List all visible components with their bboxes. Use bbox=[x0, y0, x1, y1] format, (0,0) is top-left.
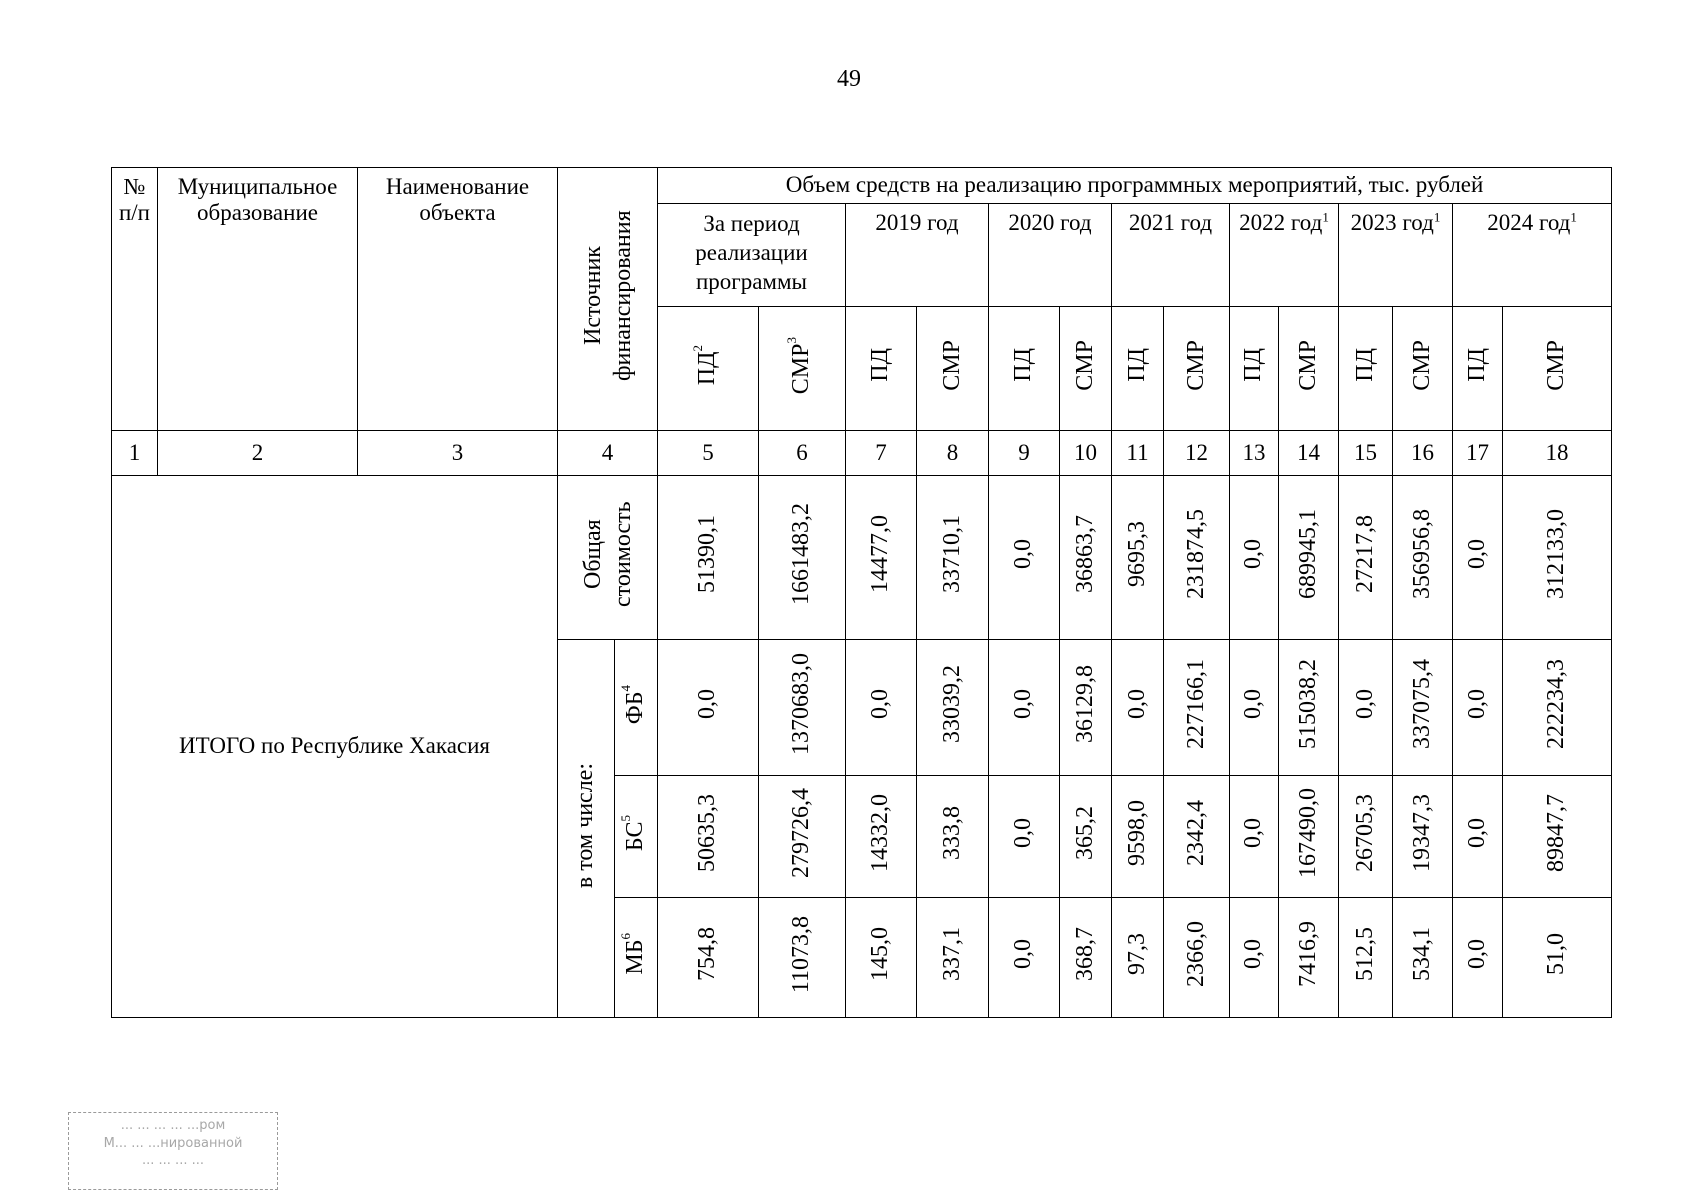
source-cell bbox=[558, 476, 658, 640]
value-text: 19347,3 bbox=[1408, 794, 1435, 873]
column-number-text: 3 bbox=[451, 439, 464, 465]
period-header bbox=[1230, 204, 1339, 307]
column-number-text: 17 bbox=[1466, 439, 1489, 465]
stamp bbox=[68, 1112, 278, 1190]
column-number bbox=[989, 431, 1060, 476]
column-number bbox=[1393, 431, 1453, 476]
source-cell bbox=[615, 898, 658, 1018]
column-number-text: 15 bbox=[1354, 439, 1377, 465]
value-text: 0,0 bbox=[1463, 939, 1490, 970]
sub-header-text: ПД bbox=[1463, 348, 1490, 383]
value-text: 365,2 bbox=[1071, 806, 1098, 861]
sub-header-text: СМР bbox=[1408, 339, 1435, 391]
value-cell bbox=[658, 898, 759, 1018]
source-label-sup: 6 bbox=[618, 933, 634, 940]
sub-header-text: СМР bbox=[788, 343, 815, 394]
value-cell bbox=[1112, 476, 1164, 640]
value-text: 167490,0 bbox=[1294, 788, 1321, 879]
value-cell bbox=[1503, 898, 1612, 1018]
column-number bbox=[1279, 431, 1339, 476]
sub-header-text: ПД bbox=[867, 348, 894, 383]
value-cell bbox=[1164, 898, 1230, 1018]
period-sup: 1 bbox=[1322, 209, 1329, 225]
value-text: 33710,1 bbox=[938, 515, 965, 594]
value-text: 689945,1 bbox=[1294, 509, 1321, 600]
value-text: 337075,4 bbox=[1408, 659, 1435, 750]
header-number bbox=[112, 168, 158, 431]
source-cell bbox=[615, 776, 658, 898]
value-cell bbox=[1060, 640, 1112, 776]
source-label-text: ФБ bbox=[622, 691, 649, 724]
value-cell bbox=[1060, 776, 1112, 898]
column-number bbox=[1339, 431, 1393, 476]
sub-header-label bbox=[1409, 340, 1437, 391]
value-text: 0,0 bbox=[1010, 689, 1037, 720]
header-source-text: Источник финансирования bbox=[579, 210, 636, 382]
stamp-line: М... ... ...нированной bbox=[103, 1135, 243, 1151]
including-label: в том числе: bbox=[572, 762, 599, 888]
value-cell bbox=[1230, 476, 1279, 640]
column-number bbox=[1164, 431, 1230, 476]
column-number bbox=[846, 431, 917, 476]
value-cell bbox=[759, 640, 846, 776]
sub-header-label bbox=[1010, 348, 1038, 382]
value-text: 0,0 bbox=[1010, 939, 1037, 970]
value-cell bbox=[1453, 898, 1503, 1018]
value-cell bbox=[989, 476, 1060, 640]
period-sup: 1 bbox=[1433, 209, 1441, 225]
value-text: 2342,4 bbox=[1182, 800, 1209, 867]
value-cell bbox=[1230, 776, 1279, 898]
value-cell bbox=[1230, 898, 1279, 1018]
sub-header-smr bbox=[917, 307, 989, 431]
value-text: 50635,3 bbox=[694, 794, 721, 873]
value-cell bbox=[1112, 898, 1164, 1018]
column-number bbox=[1230, 431, 1279, 476]
sub-header-text: ПД bbox=[1240, 348, 1267, 383]
value-cell bbox=[846, 898, 917, 1018]
value-text: 11073,8 bbox=[788, 915, 815, 993]
column-number-text: 18 bbox=[1545, 439, 1569, 465]
sub-header-smr bbox=[1503, 307, 1612, 431]
sub-header-label bbox=[1543, 340, 1571, 391]
column-number-text: 9 bbox=[1018, 439, 1030, 465]
value-text: 0,0 bbox=[1463, 539, 1490, 570]
sub-header-label bbox=[1072, 340, 1100, 391]
value-text: 227166,1 bbox=[1182, 659, 1209, 750]
value-cell bbox=[1393, 640, 1453, 776]
column-number-text: 2 bbox=[251, 439, 264, 465]
value-text: 0,0 bbox=[1463, 689, 1490, 720]
source-label: Общая стоимость bbox=[579, 501, 636, 608]
period-header bbox=[989, 204, 1112, 307]
value-text: 7416,9 bbox=[1294, 921, 1321, 988]
value-text: 26705,3 bbox=[1351, 794, 1378, 873]
sub-header-pd bbox=[1339, 307, 1393, 431]
value-cell bbox=[989, 898, 1060, 1018]
period-header bbox=[1339, 204, 1453, 307]
financing-table bbox=[111, 167, 1612, 1018]
sub-header-sup: 3 bbox=[784, 336, 800, 344]
value-text: 337,1 bbox=[938, 927, 965, 982]
period-header bbox=[1453, 204, 1612, 307]
column-number-text: 5 bbox=[702, 439, 714, 465]
value-text: 27217,8 bbox=[1351, 515, 1378, 594]
period-label: 2024 год bbox=[1487, 210, 1571, 235]
value-text: 51390,1 bbox=[694, 515, 721, 594]
column-number-text: 14 bbox=[1297, 439, 1320, 465]
value-text: 0,0 bbox=[1010, 818, 1037, 849]
value-cell bbox=[917, 640, 989, 776]
column-number bbox=[917, 431, 989, 476]
period-label: 2021 год bbox=[1128, 210, 1213, 235]
page-number: 49 bbox=[837, 66, 861, 92]
column-number-text: 1 bbox=[128, 439, 141, 465]
header-volume bbox=[658, 168, 1612, 204]
stamp-line: ... ... ... ... bbox=[142, 1153, 204, 1169]
value-text: 754,8 bbox=[694, 927, 721, 982]
value-text: 0,0 bbox=[1240, 939, 1267, 970]
value-text: 14477,0 bbox=[867, 515, 894, 594]
value-cell bbox=[1339, 640, 1393, 776]
value-cell bbox=[1453, 476, 1503, 640]
sub-header-smr bbox=[1164, 307, 1230, 431]
value-text: 356956,8 bbox=[1408, 509, 1435, 600]
sub-header-label bbox=[867, 348, 895, 382]
value-cell bbox=[917, 776, 989, 898]
sub-header-smr bbox=[759, 307, 846, 431]
header-object bbox=[358, 168, 558, 431]
value-cell bbox=[1279, 898, 1339, 1018]
period-label: 2020 год bbox=[1008, 210, 1092, 235]
value-text: 36863,7 bbox=[1071, 515, 1098, 594]
value-text: 534,1 bbox=[1408, 927, 1435, 982]
column-number bbox=[1060, 431, 1112, 476]
column-number bbox=[358, 431, 558, 476]
value-cell bbox=[1339, 898, 1393, 1018]
value-text: 0,0 bbox=[867, 689, 894, 720]
sub-header-text: СМР bbox=[938, 339, 965, 391]
stamp-line: ... ... ... ... ...ром bbox=[120, 1118, 226, 1133]
sub-header-pd bbox=[989, 307, 1060, 431]
value-cell bbox=[1503, 640, 1612, 776]
sub-header-pd bbox=[1112, 307, 1164, 431]
column-number-text: 6 bbox=[796, 439, 808, 465]
sub-header-label bbox=[1464, 348, 1492, 382]
value-cell bbox=[1164, 776, 1230, 898]
header-source bbox=[558, 168, 658, 431]
value-text: 231874,5 bbox=[1182, 509, 1209, 600]
total-label-cell bbox=[112, 476, 558, 1018]
sub-header-text: СМР bbox=[1182, 339, 1209, 391]
header-number-text: № п/п bbox=[118, 174, 150, 226]
value-text: 0,0 bbox=[1010, 539, 1037, 570]
period-header bbox=[1112, 204, 1230, 307]
value-text: 0,0 bbox=[1240, 689, 1267, 720]
value-text: 512,5 bbox=[1351, 927, 1378, 982]
value-cell bbox=[989, 776, 1060, 898]
table-row bbox=[112, 476, 1612, 640]
value-text: 9695,3 bbox=[1123, 521, 1150, 588]
value-cell bbox=[1279, 776, 1339, 898]
period-label: 2019 год bbox=[875, 210, 959, 235]
value-cell bbox=[917, 898, 989, 1018]
value-cell bbox=[1112, 776, 1164, 898]
sub-header-label bbox=[784, 336, 816, 394]
value-cell bbox=[1164, 640, 1230, 776]
sub-header-text: ПД bbox=[1010, 348, 1037, 383]
value-text: 14332,0 bbox=[867, 794, 894, 873]
column-number-text: 8 bbox=[946, 439, 959, 465]
value-cell bbox=[1503, 476, 1612, 640]
sub-header-label bbox=[690, 345, 722, 386]
sub-header-label bbox=[939, 340, 967, 391]
header-municipality bbox=[158, 168, 358, 431]
value-text: 89847,7 bbox=[1543, 794, 1570, 873]
total-label: ИТОГО по Республике Хакасия bbox=[178, 733, 491, 759]
source-label bbox=[618, 815, 650, 852]
sub-header-text: СМР bbox=[1071, 339, 1098, 391]
value-text: 97,3 bbox=[1123, 933, 1150, 976]
column-number-text: 4 bbox=[601, 439, 614, 465]
value-text: 0,0 bbox=[1463, 818, 1490, 849]
value-cell bbox=[759, 898, 846, 1018]
column-numbers-row bbox=[112, 431, 1612, 476]
value-text: 0,0 bbox=[1240, 539, 1267, 570]
sub-header-label bbox=[1183, 340, 1211, 391]
value-cell bbox=[1339, 476, 1393, 640]
header-municipality-text: Муниципальное образование bbox=[177, 174, 338, 226]
column-number bbox=[558, 431, 658, 476]
value-cell bbox=[1230, 640, 1279, 776]
value-cell bbox=[1060, 476, 1112, 640]
value-text: 1661483,2 bbox=[788, 503, 815, 606]
value-cell bbox=[917, 476, 989, 640]
value-cell bbox=[846, 476, 917, 640]
value-cell bbox=[846, 776, 917, 898]
source-label-text: МБ bbox=[622, 939, 649, 976]
period-label: За период реализации программы bbox=[695, 211, 808, 294]
value-text: 312133,0 bbox=[1543, 509, 1570, 600]
sub-header-pd bbox=[1453, 307, 1503, 431]
value-cell bbox=[1112, 640, 1164, 776]
value-cell bbox=[1339, 776, 1393, 898]
column-number-text: 13 bbox=[1242, 439, 1266, 465]
sub-header-label bbox=[1295, 340, 1323, 391]
column-number bbox=[158, 431, 358, 476]
sub-header-pd bbox=[658, 307, 759, 431]
period-header bbox=[846, 204, 989, 307]
value-cell bbox=[1164, 476, 1230, 640]
header-volume-text: Объем средств на реализацию программных мероприятий, тыс. рублей bbox=[785, 172, 1484, 198]
period-sup: 1 bbox=[1570, 209, 1577, 225]
value-cell bbox=[1453, 776, 1503, 898]
value-cell bbox=[658, 640, 759, 776]
value-cell bbox=[1453, 640, 1503, 776]
sub-header-label bbox=[1124, 348, 1152, 382]
value-text: 33039,2 bbox=[938, 665, 965, 744]
sub-header-text: ПД bbox=[694, 351, 721, 386]
sub-header-pd bbox=[1230, 307, 1279, 431]
value-cell bbox=[846, 640, 917, 776]
sub-header-smr bbox=[1393, 307, 1453, 431]
value-cell bbox=[1393, 898, 1453, 1018]
sub-header-smr bbox=[1279, 307, 1339, 431]
source-label-text: БС bbox=[622, 821, 649, 852]
value-cell bbox=[658, 476, 759, 640]
value-cell bbox=[658, 776, 759, 898]
value-text: 51,0 bbox=[1543, 933, 1570, 976]
column-number-text: 7 bbox=[875, 439, 887, 465]
source-label-sup: 4 bbox=[618, 684, 634, 692]
value-cell bbox=[1393, 776, 1453, 898]
sub-header-label bbox=[1240, 348, 1268, 382]
column-number-text: 10 bbox=[1074, 439, 1097, 465]
value-text: 0,0 bbox=[694, 689, 721, 720]
value-text: 1370683,0 bbox=[788, 653, 815, 756]
period-label: 2023 год bbox=[1350, 210, 1434, 235]
source-label bbox=[618, 933, 650, 976]
sub-header-sup: 2 bbox=[690, 345, 706, 352]
sub-header-smr bbox=[1060, 307, 1112, 431]
value-cell bbox=[1279, 476, 1339, 640]
column-number-text: 11 bbox=[1126, 439, 1149, 465]
source-label bbox=[618, 684, 650, 724]
value-cell bbox=[1279, 640, 1339, 776]
column-number-text: 16 bbox=[1411, 439, 1434, 465]
value-text: 368,7 bbox=[1071, 927, 1098, 982]
sub-header-text: ПД bbox=[1351, 348, 1378, 383]
column-number bbox=[1112, 431, 1164, 476]
column-number bbox=[1503, 431, 1612, 476]
value-text: 0,0 bbox=[1123, 689, 1150, 720]
period-label: 2022 год bbox=[1239, 210, 1323, 235]
value-text: 36129,8 bbox=[1071, 665, 1098, 744]
sub-header-text: ПД bbox=[1123, 348, 1150, 383]
header-object-text: Наименование объекта bbox=[385, 174, 530, 226]
sub-header-text: СМР bbox=[1543, 339, 1570, 391]
value-text: 515038,2 bbox=[1294, 659, 1321, 750]
value-text: 145,0 bbox=[867, 927, 894, 982]
value-cell bbox=[759, 476, 846, 640]
column-number bbox=[112, 431, 158, 476]
value-cell bbox=[1503, 776, 1612, 898]
column-number bbox=[759, 431, 846, 476]
column-number-text: 12 bbox=[1185, 439, 1208, 465]
column-number bbox=[658, 431, 759, 476]
sub-header-pd bbox=[846, 307, 917, 431]
sub-header-label bbox=[1352, 348, 1380, 382]
value-text: 279726,4 bbox=[788, 788, 815, 879]
value-text: 0,0 bbox=[1240, 818, 1267, 849]
value-cell bbox=[1393, 476, 1453, 640]
value-text: 222234,3 bbox=[1543, 659, 1570, 750]
value-cell bbox=[989, 640, 1060, 776]
source-cell bbox=[615, 640, 658, 776]
value-cell bbox=[759, 776, 846, 898]
column-number bbox=[1453, 431, 1503, 476]
value-text: 2366,0 bbox=[1182, 921, 1209, 988]
period-header bbox=[658, 204, 846, 307]
value-text: 0,0 bbox=[1351, 689, 1378, 720]
value-cell bbox=[1060, 898, 1112, 1018]
including-cell bbox=[558, 640, 615, 1018]
value-text: 333,8 bbox=[938, 806, 965, 861]
source-label-sup: 5 bbox=[618, 815, 634, 822]
sub-header-text: СМР bbox=[1294, 339, 1321, 391]
value-text: 9598,0 bbox=[1123, 800, 1150, 867]
